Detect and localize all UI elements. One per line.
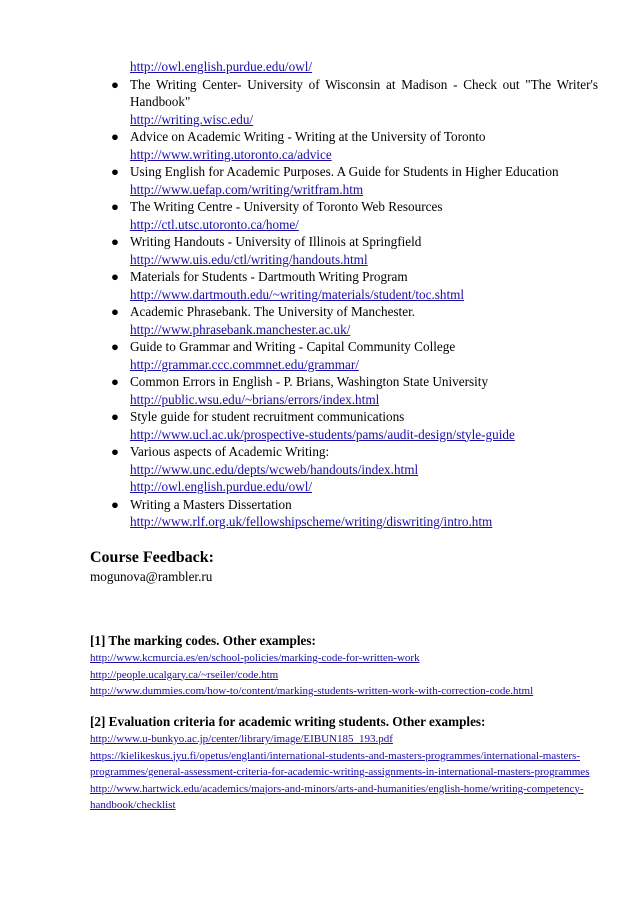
resource-link[interactable]: http://www.uefap.com/writing/writfram.htm bbox=[130, 181, 364, 197]
bullet-icon: ● bbox=[111, 164, 119, 179]
bullet-icon: ● bbox=[111, 339, 119, 354]
feedback-heading: Course Feedback: bbox=[90, 549, 214, 566]
resource-link[interactable]: http://ctl.utsc.utoronto.ca/home/ bbox=[130, 216, 299, 232]
footnote-heading: [1] The marking codes. Other examples: bbox=[90, 633, 316, 648]
list-item bbox=[0, 408, 638, 443]
bullet-icon: ● bbox=[111, 269, 119, 284]
resource-title: Various aspects of Academic Writing: bbox=[130, 444, 330, 459]
bullet-icon: ● bbox=[111, 496, 119, 512]
resource-title: Materials for Students - Dartmouth Writing Program bbox=[130, 269, 408, 284]
course-feedback bbox=[90, 548, 610, 586]
footnote-link[interactable]: https://kielikeskus.jyu.fi/opetus/englanti/international-students-and-masters-programmes/international-masters-programmes/general-assessment-criteria-for-academic-writing-assignments-in-international-masters-programmes bbox=[90, 749, 590, 778]
resource-title: The Writing Centre - University of Toronto Web Resources bbox=[130, 199, 443, 214]
feedback-email: mogunova@rambler.ru bbox=[90, 569, 213, 584]
list-item bbox=[0, 128, 638, 163]
footnote-heading: [2] Evaluation criteria for academic writing students. Other examples: bbox=[90, 714, 486, 729]
resource-link[interactable]: http://grammar.ccc.commnet.edu/grammar/ bbox=[130, 356, 359, 372]
resource-link[interactable]: http://owl.english.purdue.edu/owl/ bbox=[130, 479, 313, 494]
resource-link[interactable]: http://public.wsu.edu/~brians/errors/index.html bbox=[130, 391, 380, 407]
footnote-link[interactable]: http://people.ucalgary.ca/~rseiler/code.htm bbox=[90, 668, 279, 681]
footnote-link[interactable]: http://www.hartwick.edu/academics/majors-and-minors/arts-and-humanities/english-home/writing-competency-handbook/checklist bbox=[90, 782, 584, 811]
footnote-link[interactable]: http://www.u-bunkyo.ac.jp/center/library/image/EIBUN185_193.pdf bbox=[90, 733, 393, 745]
footnote-link[interactable]: http://www.dummies.com/how-to/content/marking-students-written-work-with-correction-code.html bbox=[90, 685, 534, 697]
resource-title: Advice on Academic Writing - Writing at the University of Toronto bbox=[130, 129, 486, 144]
resource-title: Writing a Masters Dissertation bbox=[130, 496, 292, 512]
bullet-icon: ● bbox=[111, 444, 119, 459]
resource-link[interactable]: http://www.writing.utoronto.ca/advice bbox=[130, 146, 332, 162]
resource-title: Using English for Academic Purposes. A Guide for Students in Higher Education bbox=[130, 164, 559, 179]
footnote-1 bbox=[90, 632, 590, 700]
bullet-icon: ● bbox=[111, 199, 119, 214]
resource-title: Academic Phrasebank. The University of Manchester. bbox=[130, 304, 416, 319]
resource-link[interactable]: http://www.rlf.org.uk/fellowshipscheme/writing/diswriting/intro.htm bbox=[130, 514, 493, 529]
resource-title: Writing Handouts - University of Illinois at Springfield bbox=[130, 234, 422, 249]
resource-title: Common Errors in English - P. Brians, Washington State University bbox=[130, 374, 489, 389]
resource-link[interactable]: http://www.phrasebank.manchester.ac.uk/ bbox=[130, 321, 351, 337]
list-item bbox=[0, 443, 638, 496]
list-item bbox=[0, 163, 638, 198]
resource-title: Style guide for student recruitment communications bbox=[130, 409, 405, 424]
bullet-icon: ● bbox=[111, 304, 119, 319]
list-item bbox=[0, 76, 638, 129]
list-item bbox=[0, 303, 638, 338]
bullet-icon: ● bbox=[111, 76, 119, 92]
list-item bbox=[0, 198, 638, 233]
list-item bbox=[0, 373, 638, 408]
resource-link[interactable]: http://www.uis.edu/ctl/writing/handouts.html bbox=[130, 251, 368, 267]
resource-title: Guide to Grammar and Writing - Capital Community College bbox=[130, 339, 456, 354]
resource-link[interactable]: http://www.dartmouth.edu/~writing/materials/student/toc.shtml bbox=[130, 286, 465, 302]
resource-link[interactable]: http://www.unc.edu/depts/wcweb/handouts/index.html bbox=[130, 461, 419, 477]
bullet-icon: ● bbox=[111, 374, 119, 389]
footnote-link[interactable]: http://www.kcmurcia.es/en/school-policies/marking-code-for-written-work bbox=[90, 652, 420, 664]
list-item bbox=[0, 268, 638, 303]
list-item bbox=[0, 58, 638, 76]
resource-title: The Writing Center- University of Wisconsin at Madison - Check out "The Writer's Handbook" bbox=[130, 76, 598, 109]
bullet-icon: ● bbox=[111, 129, 119, 144]
bullet-icon: ● bbox=[111, 409, 119, 424]
list-item bbox=[0, 496, 638, 531]
resource-link[interactable]: http://owl.english.purdue.edu/owl/ bbox=[130, 59, 313, 74]
footnote-2 bbox=[90, 713, 590, 814]
resource-link[interactable]: http://www.ucl.ac.uk/prospective-students/pams/audit-design/style-guide bbox=[130, 426, 515, 442]
resource-list bbox=[0, 58, 638, 531]
list-item bbox=[0, 338, 638, 373]
resource-link[interactable]: http://writing.wisc.edu/ bbox=[130, 111, 254, 127]
bullet-icon: ● bbox=[111, 234, 119, 249]
list-item bbox=[0, 233, 638, 268]
